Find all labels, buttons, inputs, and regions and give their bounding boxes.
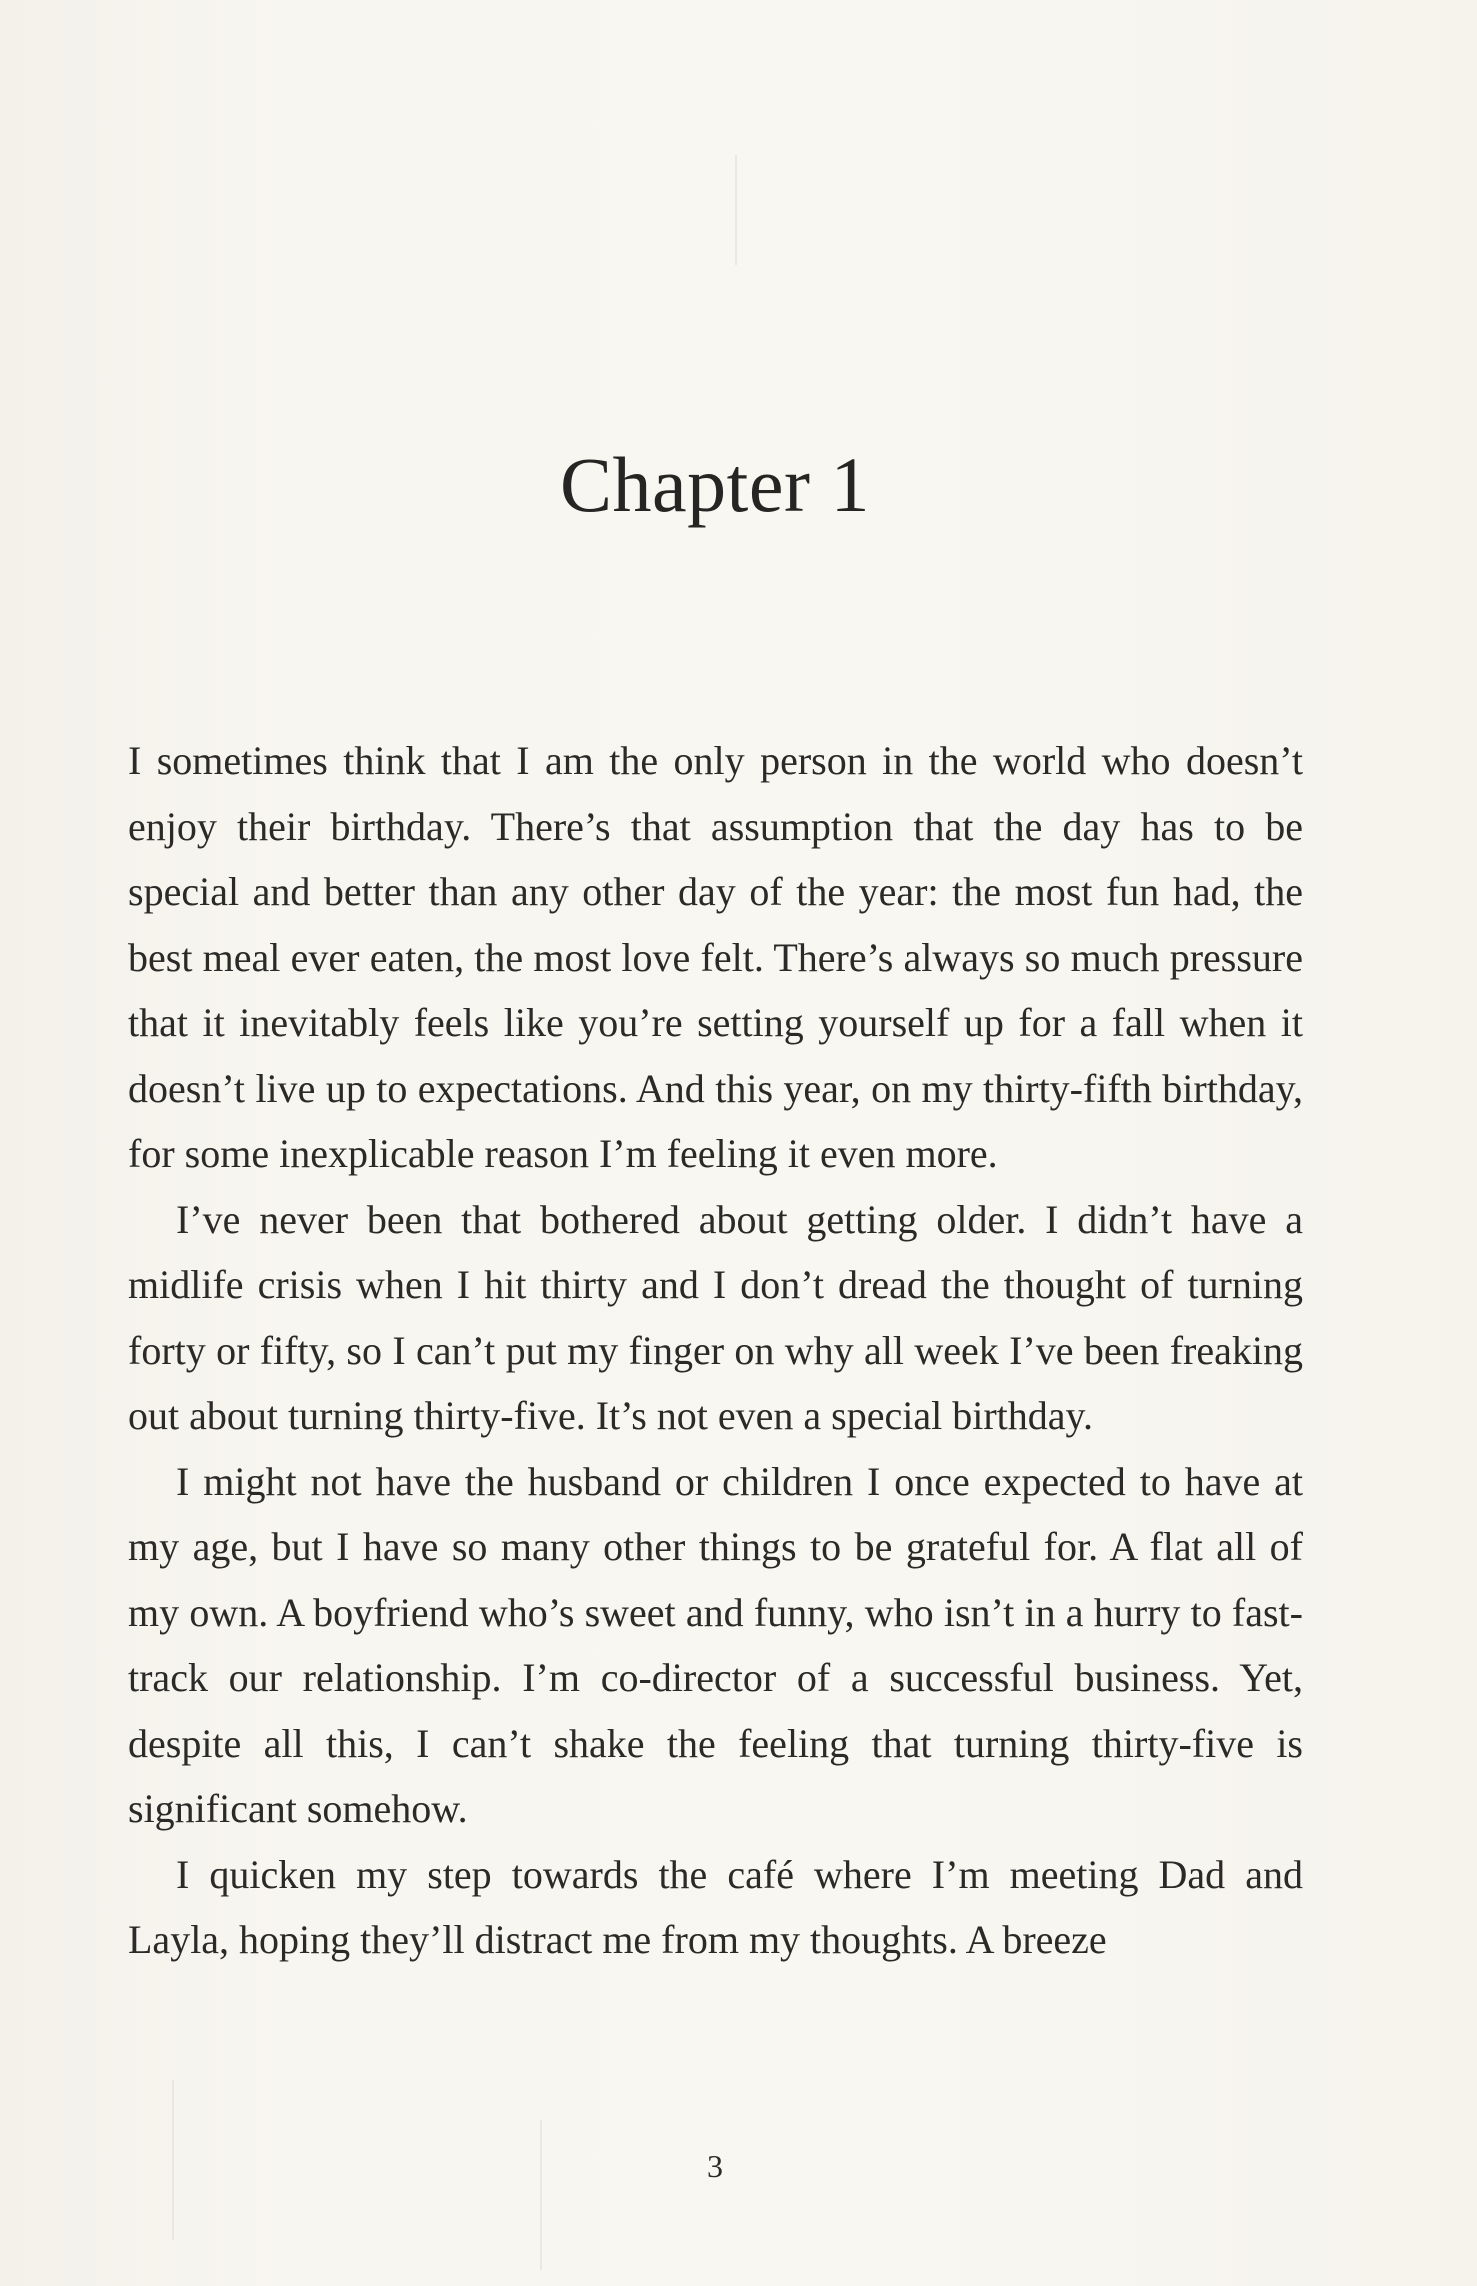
paragraph: I quicken my step towards the café where I’m meeting Dad and Layla, hoping they’ll distract me from my thoughts. A breeze [128, 1851, 1303, 1962]
paragraph: I might not have the husband or children I once expected to have at my age, but I have so many other things to be grateful for. A flat all of my own. A boyfriend who’s sweet and funny, who isn’t in a hurry to fast-track our relationship. I’m co-director of a successful business. Yet, despite all this, I can’t shake the feeling that turning thirty-five is significant somehow. [128, 1458, 1303, 1831]
scan-artifact [540, 2120, 542, 2270]
paragraph: I’ve never been that bothered about getting older. I didn’t have a midlife crisis when I hit thirty and I don’t dread the thought of turning forty or fifty, so I can’t put my finger on why all week I’ve been freaking out about turning thirty-five. It’s not even a special birthday. [128, 1196, 1303, 1438]
paragraph: I sometimes think that I am the only person in the world who doesn’t enjoy their birthday. There’s that assumption that the day has to be special and better than any other day of the year: the most fun had, the best meal ever eaten, the most love felt. There’s always so much pressure that it inevitably feels like you’re setting yourself up for a fall when it doesn’t live up to expectations. And this year, on my thirty-fifth birthday, for some inexplicable reason I’m feeling it even more. [128, 738, 1303, 1176]
chapter-body [128, 728, 1303, 1973]
chapter-title: Chapter 1 [560, 441, 870, 528]
page-number: 3 [707, 2148, 723, 2184]
scan-artifact [735, 155, 737, 265]
